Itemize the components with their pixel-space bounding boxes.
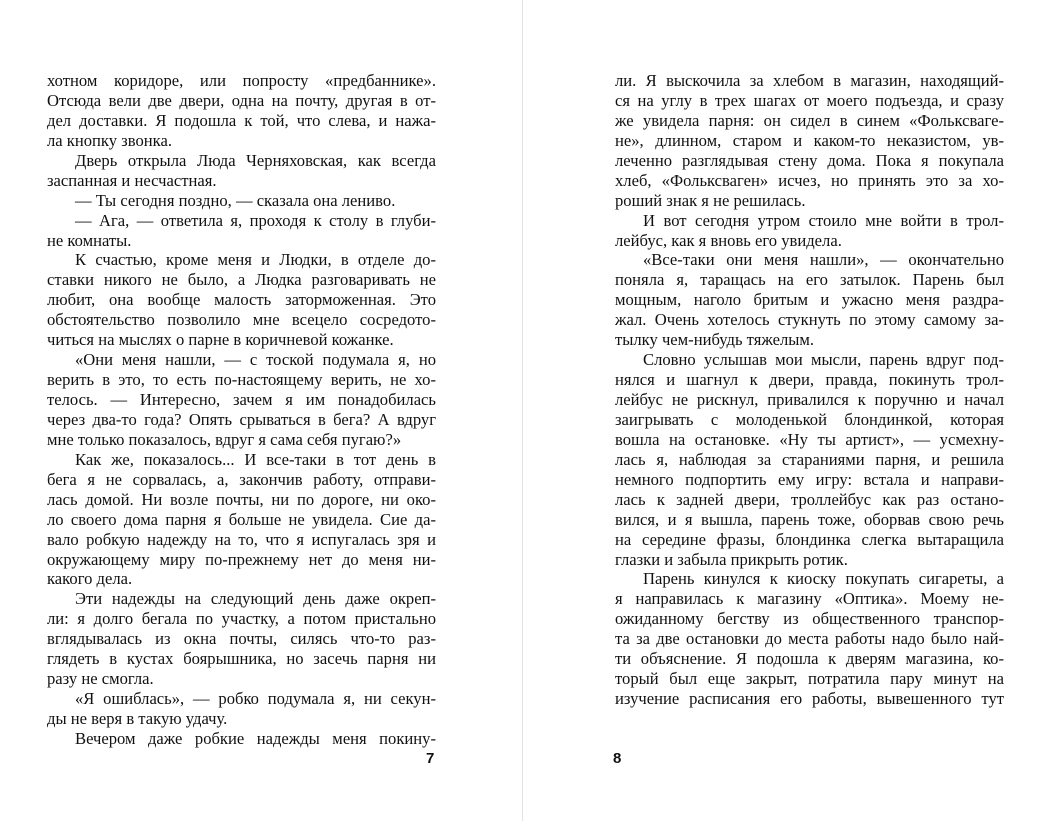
text-line: верить в это, то есть по-настоящему верить, не хо- [47,370,436,390]
text-line: «Все-таки они меня нашли», — окончательно [643,250,1004,270]
text-line: лась я, наблюдая за стараниями парня, и решила [615,449,1004,469]
text-line: ся на углу в трех шагах от моего подъезда, и сразу [615,90,1004,110]
text-line: нялся и шагнул к двери, правда, покинуть трол- [615,370,1004,390]
text-line: ставки никого не было, а Людка разговаривать не [47,270,436,290]
text-line: тылку чем-нибудь тяжелым. [615,330,815,350]
text-line: Дверь открыла Люда Черняховская, как всегда [75,150,436,170]
text-line: ды не веря в такую удачу. [47,709,228,728]
text-line: лейбус, как я вновь его увидела. [615,230,842,250]
text-line: разу не смогла. [47,669,154,689]
text-line: К счастью, кроме меня и Людки, в отделе до- [75,250,436,270]
text-line: лейбус не рискнул, привалился к поручню и начал [615,390,1004,409]
text-line: немного подпортить ему игру: встала и направи- [615,469,1004,489]
text-line: глазки и забыла прикрыть ротик. [615,549,848,569]
text-line: Вечером даже робкие надежды меня покину- [75,728,436,748]
text-line: роший знак я не решилась. [615,190,806,210]
text-line: вало робкую надежду на то, что я испугалась зря и [47,529,436,549]
text-line: Эти надежды на следующий день даже окреп- [75,589,436,609]
text-line: ла кнопку звонка. [47,130,172,150]
text-line: же увидела парня: он сидел в синем «Фольксваге- [615,110,1004,130]
text-line: торый был еще закрыт, потратила пару минут на [615,669,1004,689]
text-line: хотном коридоре, или попросту «предбаннике». [47,71,436,90]
text-line: бега я не сорвалась, а, закончив работу, отправи- [47,469,436,489]
text-line: мне только показалось, вдруг я сама себя пугаю?» [47,429,402,449]
text-line: Словно услышав мои мысли, парень вдруг под- [643,350,1004,370]
right-page-text [615,71,1004,709]
text-line: — Ты сегодня поздно, — сказала она лениво. [75,190,396,210]
text-line: хлеб, «Фольксваген» исчез, но принять это за хо- [615,170,1004,190]
left-page-number: 7 [426,750,435,767]
text-line: ти объяснение. Я подошла к дверям магазина, ко- [615,649,1004,669]
text-line: леченно разглядывая стену дома. Пока я покупала [615,150,1004,170]
text-line: та за две остановки до места работы надо было най- [615,629,1004,649]
text-line: ло своего дома парня я больше не увидела. Сие да- [47,509,436,529]
text-line: лась к задней двери, троллейбус как раз остано- [615,489,1004,509]
text-line: «Я ошиблась», — робко подумала я, ни секун- [75,689,436,709]
text-line: не», длинном, старом и каком-то неказистом, ув- [615,130,1004,150]
text-line: дел доставки. Я подошла к той, что слева, и нажа- [47,110,436,130]
text-line: через два-то года? Опять срываться в бега? А вдруг [47,409,436,429]
text-line: читься на мыслях о парне в коричневой кожанке. [47,330,394,350]
text-line: не комнаты. [47,230,132,250]
text-line: заигрывать с молоденькой блондинкой, которая [615,409,1004,429]
text-line: заспанная и несчастная. [47,170,217,190]
text-line: изучение расписания его работы, вывешенного тут [615,689,1004,709]
text-line: я направилась к магазину «Оптика». Моему не- [615,589,1004,609]
text-line: поняла я, таращась на его затылок. Парень был [615,270,1004,290]
text-line: ли. Я выскочила за хлебом в магазин, находящий- [615,71,1004,90]
text-line: лась домой. Ни возле почты, ни по дороге, ни око- [47,489,436,509]
text-line: ли: я долго бегала по участку, а потом пристально [47,609,436,629]
text-line: глядеть в кустах боярышника, но засечь парня ни [47,649,436,669]
text-line: какого дела. [47,569,133,589]
text-line: обстоятельство позволило мне всецело сосредото- [47,310,436,330]
text-line: любит, она вообще малость заторможенная. Это [47,290,436,310]
text-line: Парень кинулся к киоску покупать сигареты, а [643,569,1004,589]
text-line: телось. — Интересно, зачем я им понадобилась [47,390,436,409]
text-line: окружающему миру по-прежнему нет до меня ни- [47,549,436,569]
text-line: Как же, показалось... И все-таки в тот день в [75,449,436,469]
text-line: на середине фразы, блондинка слегка вытаращила [615,529,1004,549]
right-page-number: 8 [613,750,622,767]
text-line: мощным, наголо бритым и ужасно меня раздра- [615,290,1004,310]
left-page-text [47,71,436,749]
text-line: «Они меня нашли, — с тоской подумала я, но [75,350,436,370]
text-line: жал. Очень хотелось стукнуть по этому самому за- [615,310,1004,330]
text-line: ожиданному бегству из общественного транспор- [615,609,1004,629]
text-line: вглядывалась из окна почты, силясь что-то раз- [47,629,436,649]
text-line: вился, и я вышла, парень тоже, оборвав свою речь [615,509,1004,529]
text-line: И вот сегодня утром стоило мне войти в трол- [643,210,1004,230]
text-line: — Ага, — ответила я, проходя к столу в глуби- [75,210,436,230]
page-gutter [522,0,523,821]
text-line: вошла на остановке. «Ну ты артист», — усмехну- [615,429,1004,449]
text-line: Отсюда вели две двери, одна на почту, другая в от- [47,90,436,110]
